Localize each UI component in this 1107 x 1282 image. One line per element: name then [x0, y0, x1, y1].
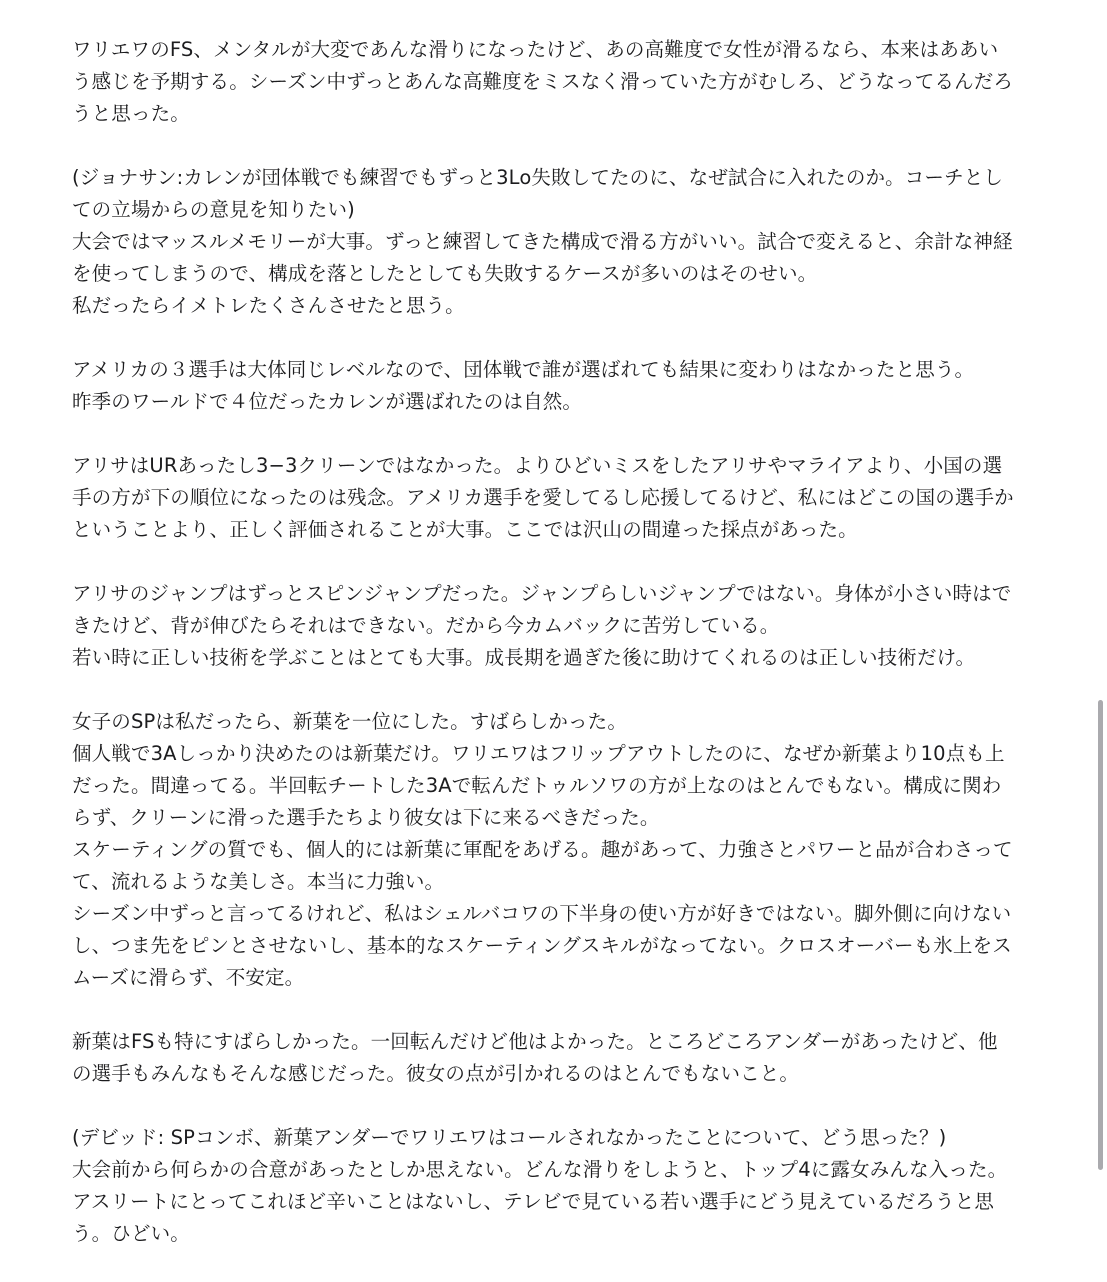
- paragraph-wakaba-fs: [72, 1026, 1038, 1090]
- text-line: (ジョナサン:カレンが団体戦でも練習でもずっと3Lo失敗してたのに、なぜ試合に入れたのか。コーチとし: [72, 166, 1004, 189]
- text-line: らず、クリーンに滑った選手たちより彼女は下に来るべきだった。: [72, 806, 660, 829]
- text-line: を使ってしまうので、構成を落としたとしても失敗するケースが多いのはそのせい。: [72, 262, 818, 285]
- text-line: 大会前から何らかの合意があったとしか思えない。どんな滑りをしようと、トップ4に露女みんな入った。: [72, 1158, 1008, 1181]
- paragraph-alysa-jumps: [72, 578, 1038, 674]
- document-body: [72, 34, 1038, 1282]
- text-line: 女子のSPは私だったら、新葉を一位にした。すばらしかった。: [72, 710, 627, 733]
- paragraph-ladies-sp: [72, 706, 1038, 994]
- text-line: 大会ではマッスルメモリーが大事。ずっと練習してきた構成で滑る方がいい。試合で変えると、余計な神経: [72, 230, 1013, 253]
- paragraph-david-question: [72, 1122, 1038, 1250]
- vertical-scrollbar[interactable]: [1098, 700, 1103, 1170]
- text-line: うと思った。: [72, 102, 190, 125]
- paragraph-valieva-fs: [72, 34, 1038, 130]
- text-line: 手の方が下の順位になったのは残念。アメリカ選手を愛してるし応援してるけど、私にはどこの国の選手か: [72, 486, 1014, 509]
- text-line: アスリートにとってこれほど辛いことはないし、テレビで見ている若い選手にどう見えているだろうと思: [72, 1190, 994, 1213]
- paragraph-alysa-ur: [72, 450, 1038, 546]
- text-line: ムーズに滑らず、不安定。: [72, 966, 305, 989]
- paragraph-usa-skaters: [72, 354, 1038, 418]
- text-line: アリサはURあったし3−3クリーンではなかった。よりひどいミスをしたアリサやマライアより、小国の選: [72, 454, 1003, 477]
- text-line: し、つま先をピンとさせないし、基本的なスケーティングスキルがなってない。クロスオーバーも氷上をス: [72, 934, 1012, 957]
- text-line: う。ひどい。: [72, 1222, 190, 1245]
- text-line: (デビッド: SPコンボ、新葉アンダーでワリエワはコールされなかったことについて、どう思った？): [72, 1126, 947, 1149]
- paragraph-jonathan-question: [72, 162, 1038, 322]
- text-line: 新葉はFSも特にすばらしかった。一回転んだけど他はよかった。ところどころアンダーがあったけど、他: [72, 1030, 998, 1053]
- text-line: ということより、正しく評価されることが大事。ここでは沢山の間違った採点があった。: [72, 518, 858, 541]
- text-line: 私だったらイメトレたくさんさせたと思う。: [72, 294, 465, 317]
- text-line: アメリカの３選手は大体同じレベルなので、団体戦で誰が選ばれても結果に変わりはなかったと思う。: [72, 358, 975, 381]
- text-line: て、流れるような美しさ。本当に力強い。: [72, 870, 445, 893]
- text-line: ての立場からの意見を知りたい): [72, 198, 355, 221]
- text-line: シーズン中ずっと言ってるけれど、私はシェルバコワの下半身の使い方が好きではない。脚外側に向けない: [72, 902, 1012, 925]
- text-line: う感じを予期する。シーズン中ずっとあんな高難度をミスなく滑っていた方がむしろ、どうなってるんだろ: [72, 70, 1014, 93]
- text-line: きたけど、背が伸びたらそれはできない。だから今カムバックに苦労している。: [72, 614, 780, 637]
- text-line: スケーティングの質でも、個人的には新葉に軍配をあげる。趣があって、力強さとパワーと品が合わさって: [72, 838, 1013, 861]
- text-line: だった。間違ってる。半回転チートした3Aで転んだトゥルソワの方が上なのはとんでもない。構成に関わ: [72, 774, 1002, 797]
- text-line: 昨季のワールドで４位だったカレンが選ばれたのは自然。: [72, 390, 583, 413]
- text-line: ワリエワのFS、メンタルが大変であんな滑りになったけど、あの高難度で女性が滑るなら、本来はああい: [72, 38, 999, 61]
- text-line: 若い時に正しい技術を学ぶことはとても大事。成長期を過ぎた後に助けてくれるのは正しい技術だけ。: [72, 646, 976, 669]
- text-line: 個人戦で3Aしっかり決めたのは新葉だけ。ワリエワはフリップアウトしたのに、なぜか新葉より10点も上: [72, 742, 1005, 765]
- text-line: の選手もみんなもそんな感じだった。彼女の点が引かれるのはとんでもないこと。: [72, 1062, 800, 1085]
- text-line: アリサのジャンプはずっとスピンジャンプだった。ジャンプらしいジャンプではない。身体が小さい時はで: [72, 582, 1012, 605]
